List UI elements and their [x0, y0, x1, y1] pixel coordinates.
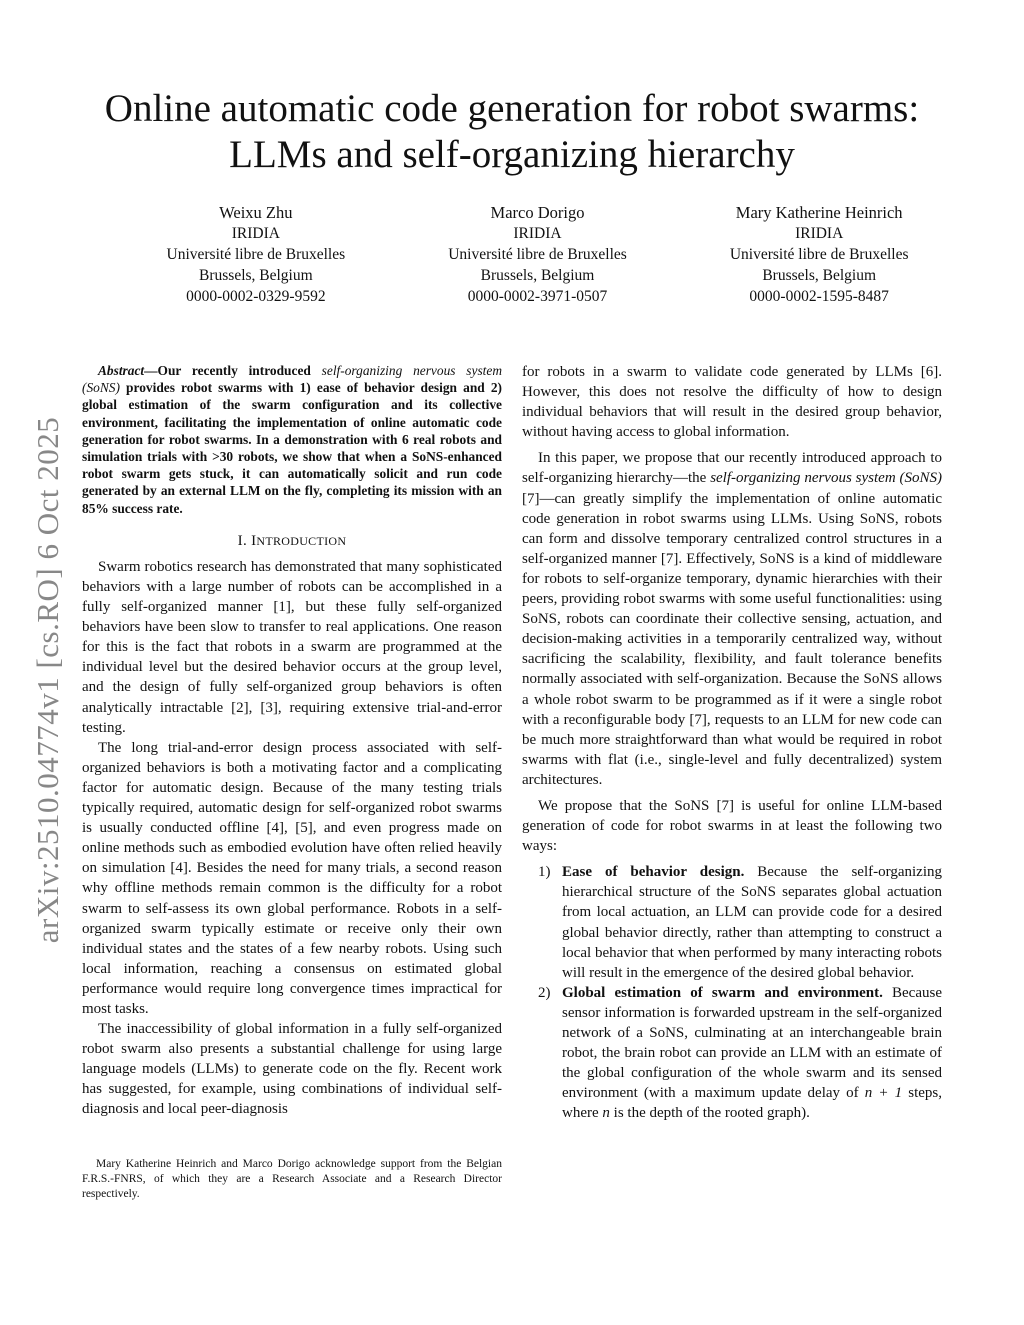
author-name: Mary Katherine Heinrich [735, 203, 903, 222]
arxiv-identifier: arXiv:2510.04774v1 [cs.RO] 6 Oct 2025 [30, 416, 65, 944]
abstract-term: self-organizing nervous system (SoNS) [82, 363, 502, 396]
author-orcid: 0000-0002-0329-9592 [186, 288, 326, 305]
author-org: IRIDIA [795, 225, 844, 242]
paper-title [60, 86, 964, 178]
author-univ: Université libre de Bruxelles [166, 246, 346, 263]
author-1 [115, 202, 397, 307]
abstract [82, 362, 502, 517]
list-item-text: Because the self-organizing hierarchical structure of the SoNS separates global actuation from local actuation, an LLM can provide code for a desired global behavior directly, rather than attempting to construct a local behavior that when performed by many interacting robots will result in the emergence of the desired global behavior. [562, 864, 942, 981]
section-cap: I [251, 532, 257, 549]
intro-paragraph-1: Swarm robotics research has demonstrated that many sophisticated behaviors with a large number of robots can be accomplished in a fully self-organized manner [1], but these fully self-organized behaviors have been slow to transfer to real applications. One reason for this is the fact that robots in a swarm are programmed at the individual level but the desired behavior occurs at the group level, and the design of fully self-organized group behaviors is often analytically intractable [2], [3], requiring extensive trial-and-error testing. [82, 558, 502, 736]
author-name: Weixu Zhu [219, 203, 293, 222]
author-2 [397, 202, 679, 307]
list-item-heading: Ease of behavior design. [562, 864, 745, 881]
author-orcid: 0000-0002-1595-8487 [749, 288, 889, 305]
intro-paragraph-2: The long trial-and-error design process associated with self-organized behaviors is both a motivating factor and a complicating factor for automatic design. Because of the many testing trials typically required, automatic design for self-organized robot swarms is usually conducted offline [4], [5], and even progress made on online methods such as embodied evolution have often relied heavily on simulation [4]. Besides the need for many trials, a second reason why offline methods remain common is the difficulty for a robot swarm to self-assess its own global performance. Robots in a self-organized swarm typically estimate or receive only their own individual states and the states of a few nearby robots. Using such local information, reaching a consensus on estimated global performance would require long convergence times impractical for most tasks. [82, 739, 502, 1017]
author-city: Brussels, Belgium [199, 267, 313, 284]
author-univ: Université libre de Bruxelles [448, 246, 627, 263]
left-column [82, 362, 502, 1120]
author-block [115, 202, 960, 307]
section-heading-introduction [82, 531, 502, 551]
math-variable: n [602, 1105, 610, 1122]
abstract-body: provides robot swarms with 1) ease of behavior design and 2) global estimation of the swarm configuration and its collective environment, facilitating the implementation of online automatic code generation for robot swarms. In a demonstration with 6 real robots and simulation trials with >30 robots, we show that when a SoNS-enhanced robot swarm gets stuck, it can automatically solicit and run code generated by an external LLM on the fly, completing its mission with an 85% success rate. [82, 380, 502, 516]
list-item-text: Because sensor information is forwarded upstream in the self-organized network of a SoNS, culminating at an interchangeable brain robot, the brain robot can provide an LLM with an estimate of the global configuration of the whole swarm and its sensed environment (with a maximum update delay of [562, 984, 942, 1102]
list-item-text-2: steps, where [562, 1085, 943, 1122]
p1-term: self-organizing nervous system (SoNS) [710, 470, 942, 487]
author-org: IRIDIA [513, 225, 562, 242]
list-item-heading: Global estimation of swarm and environment. [562, 984, 883, 1001]
author-org: IRIDIA [231, 225, 280, 242]
right-paragraph-2: We propose that the SoNS [7] is useful for online LLM-based generation of code for robot swarms in at least the following two ways: [522, 797, 942, 855]
author-3 [678, 202, 960, 307]
right-column [522, 362, 942, 1123]
author-city: Brussels, Belgium [480, 267, 595, 284]
intro-paragraph-3: The inaccessibility of global information in a fully self-organized robot swarm also presents a substantial challenge for using large language models (LLMs) to generate code on the fly. Recent work has suggested, for example, using combinations of individual self-diagnosis and local peer-diagnosis [82, 1021, 502, 1118]
title-line-2: LLMs and self-organizing hierarchy [229, 133, 795, 176]
abstract-dash: —Our recently introduced [144, 363, 322, 378]
author-city: Brussels, Belgium [762, 267, 877, 284]
section-number: I. [237, 532, 252, 549]
funding-footnote: Mary Katherine Heinrich and Marco Dorigo acknowledge support from the Belgian F.R.S.-FNRS, of which they are a Research Associate and a Research Director respectively. [82, 1158, 502, 1200]
list-item [522, 862, 942, 983]
list-item-text-3: is the depth of the rooted graph). [609, 1105, 810, 1122]
p1-end: [7]—can greatly simplify the implementation of online automatic code generation in robot swarms using LLMs. Using SoNS, robots can form and dissolve temporary centralized control structures in a self-organized manner [7]. Effectively, SoNS is a kind of middleware for robots to self-organize temporary, dynamic hierarchies with their peers, providing robot swarms with some useful functionalities: using SoNS, robots can coordinate their collective sensing, actuation, and decision-making activities in a temporarily centralized way, without sacrificing the scalability, flexibility, and fault tolerance benefits normally associated with self-organization. Because the SoNS allows a whole robot swarm to be programmed as if it were a single robot with a reconfigurable body [7], requests to an LLM for new code can be much more straightforward than what would be required in robot swarms with flat (i.e., single-level and fully decentralized) system architectures. [522, 490, 942, 788]
math-expression: n + 1 [864, 1085, 903, 1102]
p1-start: In this paper, we propose that our recently introduced approach to self-organizing hierarchy—the [522, 450, 942, 487]
author-name: Marco Dorigo [490, 203, 585, 222]
list-number: 2) [538, 984, 551, 1001]
right-paragraph-1 [522, 448, 942, 790]
abstract-lead: Abstract [98, 363, 145, 378]
title-line-1: Online automatic code generation for robot swarms: [104, 87, 920, 130]
arxiv-sidebar [28, 380, 68, 980]
contribution-list [522, 862, 942, 1123]
list-number: 1) [538, 864, 551, 881]
right-paragraph-0: for robots in a swarm to validate code generated by LLMs [6]. However, this does not resolve the difficulty of how to design individual behaviors that will result in the desired group behavior, without having access to global information. [522, 364, 942, 441]
author-orcid: 0000-0002-3971-0507 [467, 288, 608, 305]
author-univ: Université libre de Bruxelles [729, 246, 909, 263]
list-item [522, 983, 942, 1124]
section-title-rest: NTRODUCTION [256, 533, 347, 548]
